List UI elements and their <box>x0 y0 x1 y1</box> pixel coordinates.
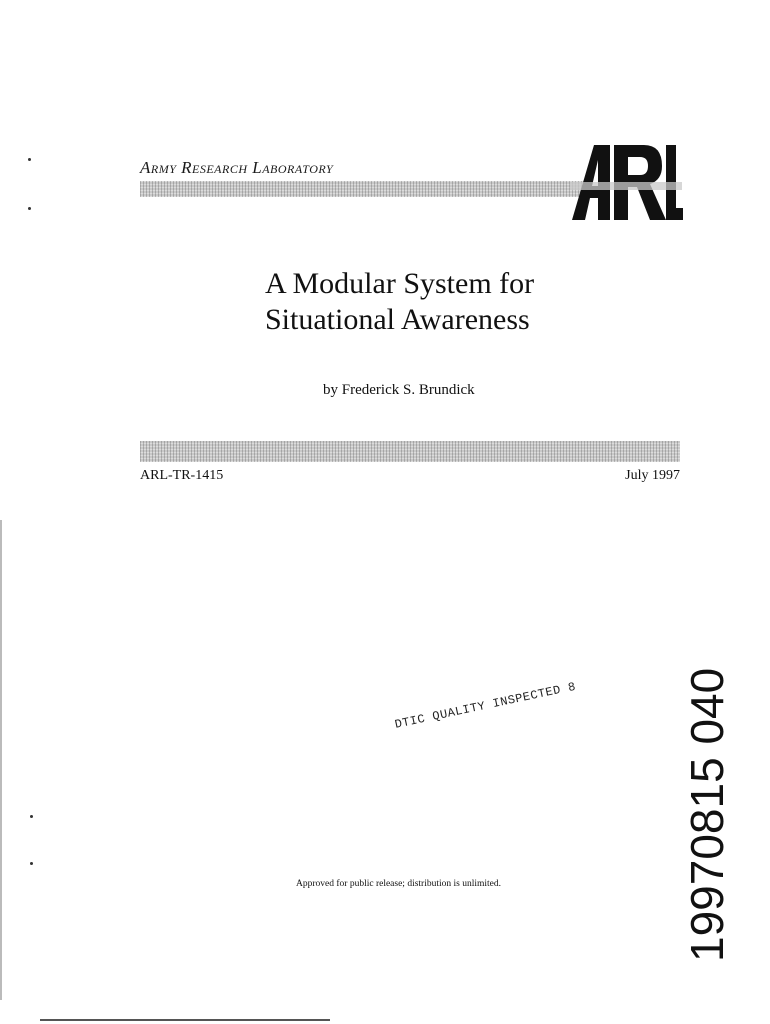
header-band <box>140 181 610 197</box>
divider-band <box>140 441 680 462</box>
arl-logo <box>570 140 685 225</box>
document-title <box>265 266 534 338</box>
scan-speck <box>30 815 33 818</box>
report-number: ARL-TR-1415 <box>140 468 224 483</box>
release-statement: Approved for public release; distribution is unlimited. <box>296 879 502 889</box>
lab-name <box>140 158 333 178</box>
scan-edge-bottom <box>40 1019 330 1021</box>
title-line-1: A Modular System for <box>265 267 535 300</box>
arl-logo-mark <box>570 145 683 220</box>
scan-edge-left <box>0 520 2 1000</box>
lab-name-text: Army Research Laboratory <box>140 158 334 177</box>
scan-speck <box>28 158 31 161</box>
scan-speck <box>28 207 31 210</box>
title-line-2: Situational Awareness <box>265 303 530 336</box>
publication-date: July 1997 <box>625 468 680 483</box>
author-line: by Frederick S. Brundick <box>323 382 475 398</box>
accession-number: 19970815 040 <box>681 667 733 962</box>
quality-inspected-stamp: DTIC QUALITY INSPECTED 8 <box>393 679 578 732</box>
scan-speck <box>30 862 33 865</box>
